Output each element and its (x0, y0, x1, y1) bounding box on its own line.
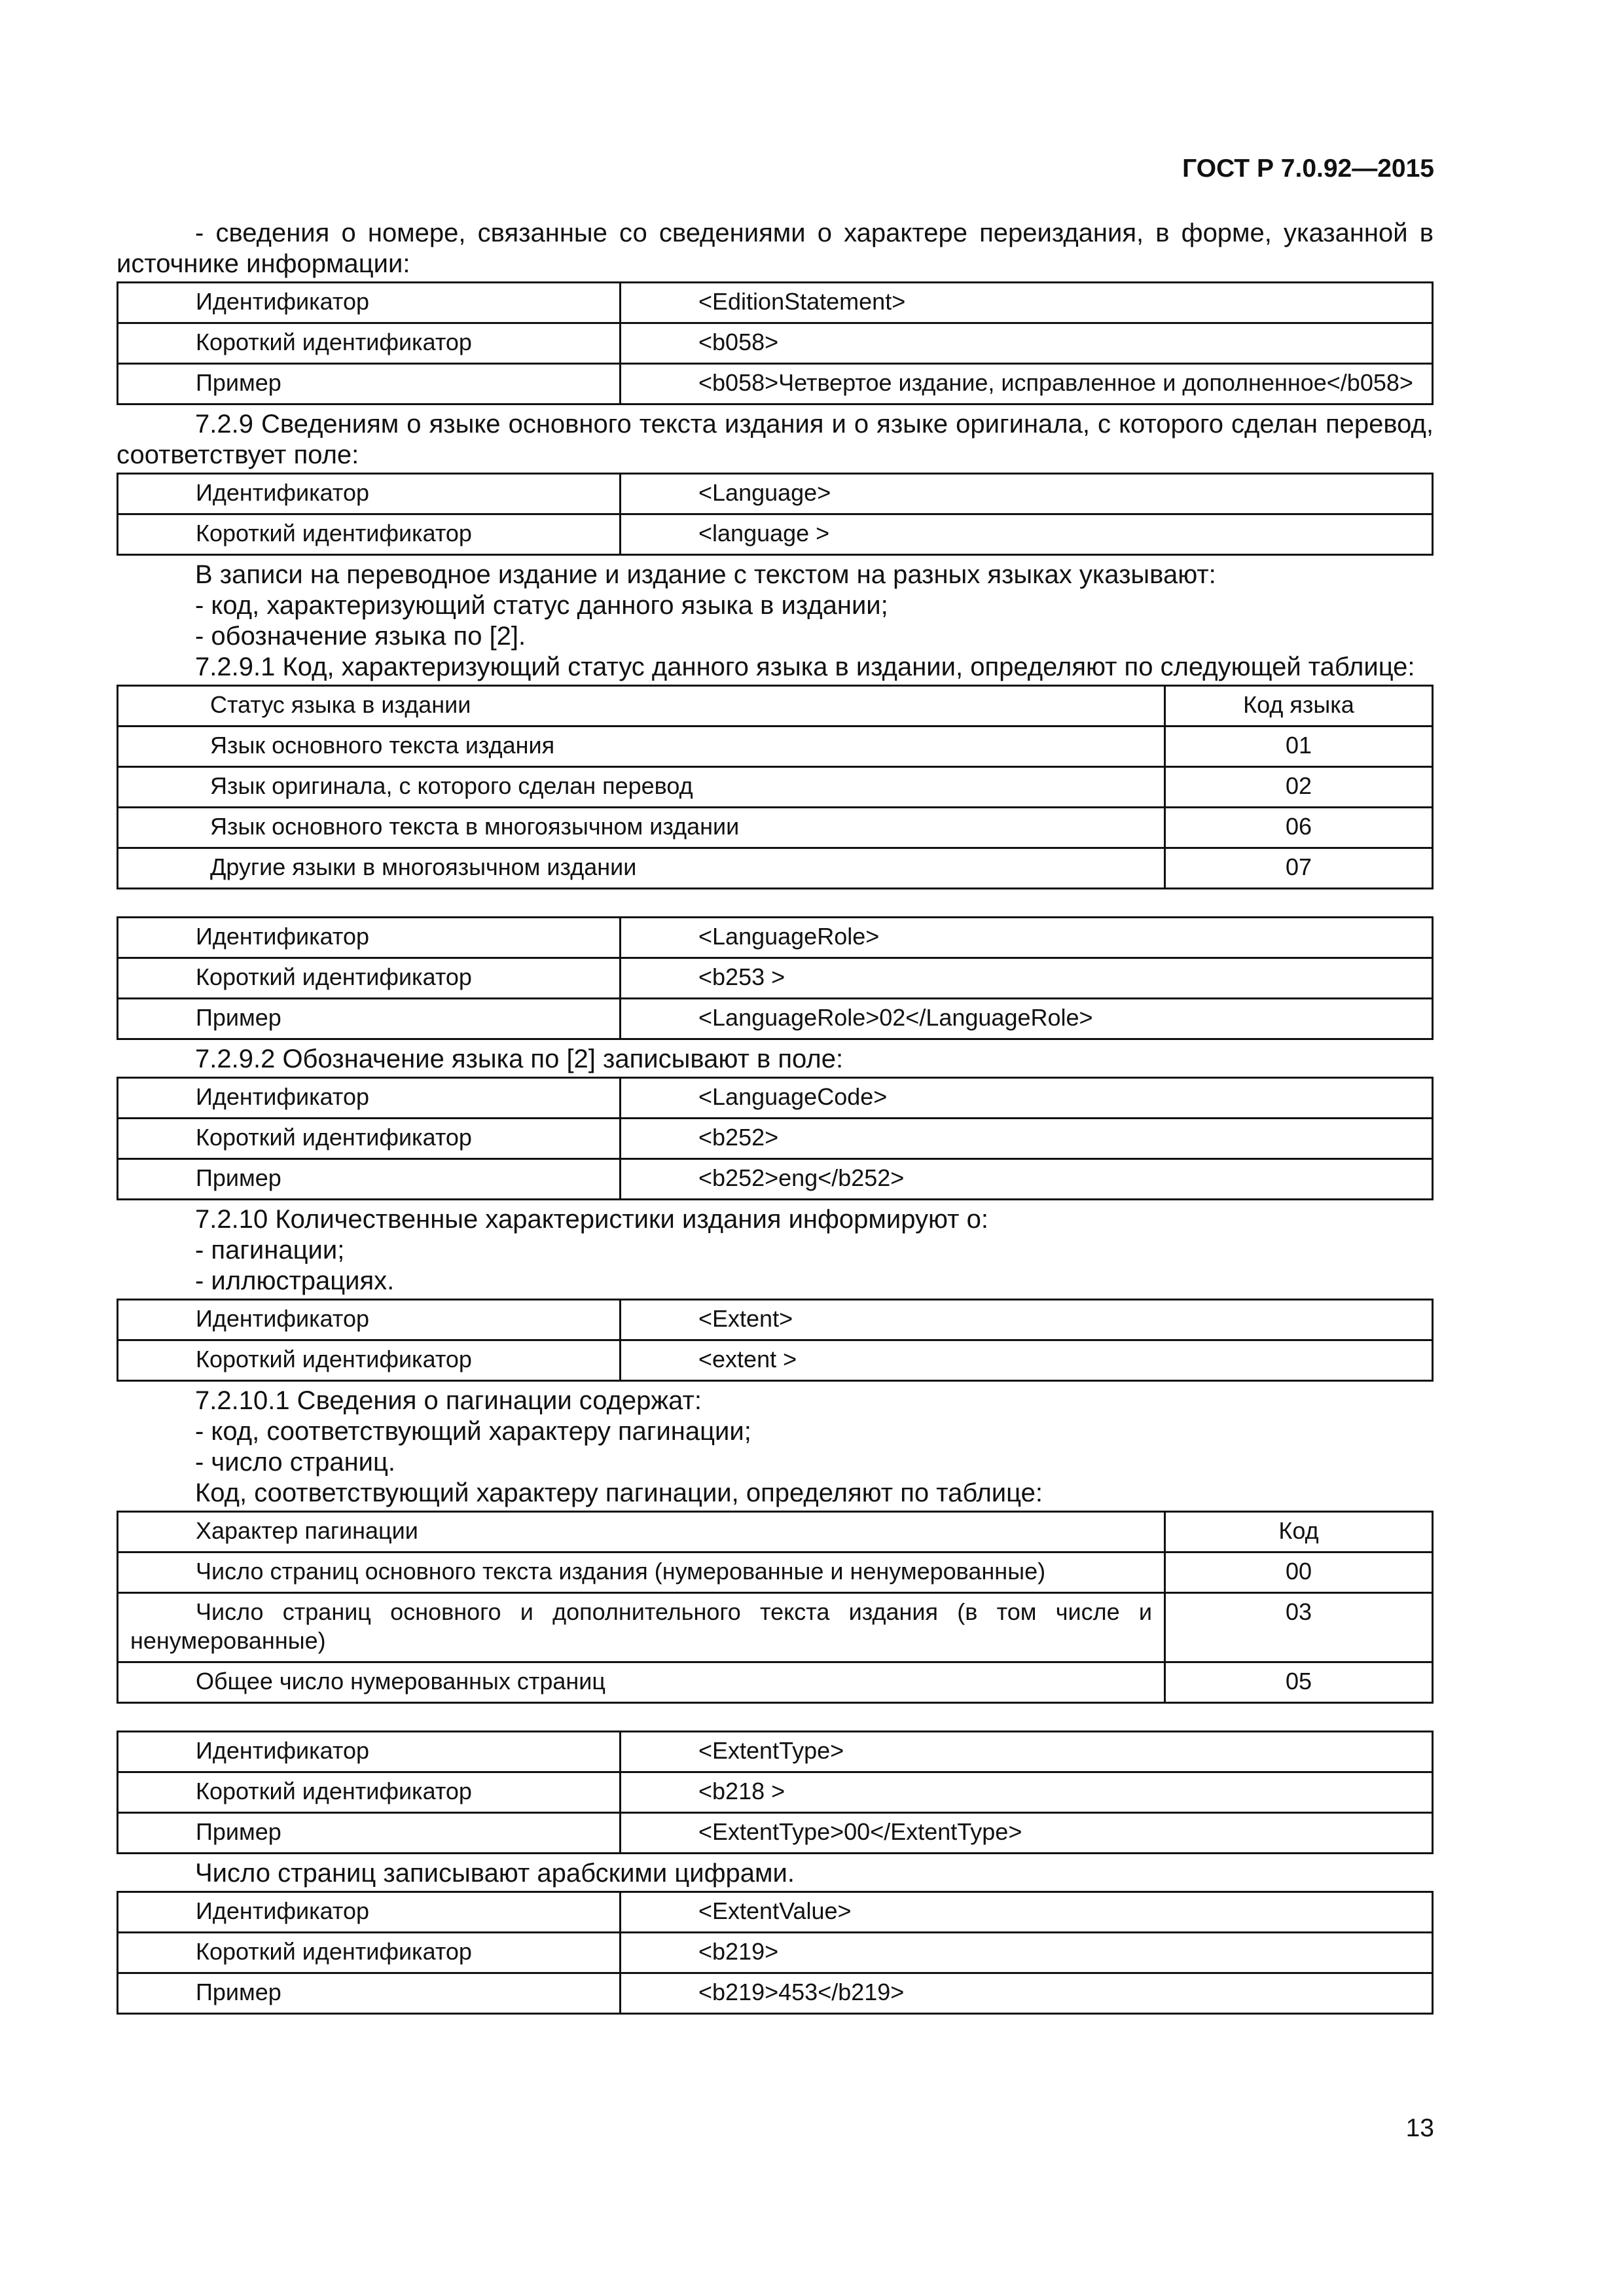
field-value: <LanguageRole>02</LanguageRole> (621, 999, 1433, 1039)
field-value: <LanguageCode> (621, 1078, 1433, 1119)
paragraph-7-2-9-2: 7.2.9.2 Обозначение языка по [2] записывают в поле: (195, 1045, 844, 1073)
table-row (118, 1078, 1433, 1119)
pagination-code: 03 (1165, 1593, 1433, 1662)
table-pagination (117, 1511, 1434, 1704)
field-value: <b219> (621, 1933, 1433, 1973)
language-code: 01 (1165, 726, 1433, 767)
field-value: <LanguageRole> (621, 918, 1433, 958)
field-key: Короткий идентификатор (118, 958, 621, 999)
field-value: <extent > (621, 1340, 1433, 1381)
pagination-code: 00 (1165, 1552, 1433, 1593)
table-row (118, 918, 1433, 958)
table-header-row (118, 1512, 1433, 1552)
field-key: Пример (118, 1813, 621, 1854)
field-value: <b218 > (621, 1772, 1433, 1813)
column-header: Код языка (1165, 686, 1433, 726)
table-row (118, 1772, 1433, 1813)
language-code: 02 (1165, 767, 1433, 808)
field-key: Идентификатор (118, 1892, 621, 1933)
table-edition-statement (117, 281, 1434, 405)
field-value: <b058>Четвертое издание, исправленное и дополненное</b058> (621, 364, 1433, 404)
standard-code-header: ГОСТ Р 7.0.92—2015 (1182, 154, 1434, 183)
paragraph-7-2-10: 7.2.10 Количественные характеристики издания информируют о: (195, 1205, 988, 1234)
field-value: <EditionStatement> (621, 283, 1433, 323)
table-extent (117, 1299, 1434, 1382)
field-key: Идентификатор (118, 1078, 621, 1119)
table-row (118, 1892, 1433, 1933)
table-row (118, 283, 1433, 323)
pagination-type: Число страниц основного и дополнительного текста издания (в том числе и ненумерованные) (118, 1593, 1165, 1662)
table-row (118, 1813, 1433, 1854)
field-value: <b252> (621, 1119, 1433, 1159)
field-key: Пример (118, 999, 621, 1039)
table-row (118, 474, 1433, 514)
table-row (118, 1973, 1433, 2014)
field-key: Пример (118, 1159, 621, 1200)
table-language (117, 473, 1434, 556)
field-key: Идентификатор (118, 918, 621, 958)
page-content (117, 218, 1434, 2015)
paragraph-arabic-numerals: Число страниц записывают арабскими цифрами. (195, 1859, 795, 1888)
column-header: Статус языка в издании (118, 686, 1165, 726)
paragraph-7-2-9: 7.2.9 Сведениям о языке основного текста издания и о языке оригинала, с которого сделан перевод, соответствует поле: (117, 410, 1434, 469)
spacer (117, 889, 1434, 914)
field-key: Короткий идентификатор (118, 1119, 621, 1159)
field-value: <ExtentValue> (621, 1892, 1433, 1933)
pagination-type: Общее число нумерованных страниц (118, 1662, 1165, 1703)
page-number: 13 (1405, 2114, 1434, 2142)
paragraph-list-item: - пагинации; (195, 1236, 345, 1265)
table-row (118, 514, 1433, 555)
field-key: Пример (118, 364, 621, 404)
table-row (118, 848, 1433, 889)
table-row (118, 958, 1433, 999)
spacer (117, 1704, 1434, 1729)
field-key: Короткий идентификатор (118, 514, 621, 555)
table-row (118, 1732, 1433, 1772)
language-status: Язык основного текста в многоязычном издании (118, 808, 1165, 848)
field-value: <b058> (621, 323, 1433, 364)
table-header-row (118, 686, 1433, 726)
field-value: <Language> (621, 474, 1433, 514)
table-row (118, 726, 1433, 767)
language-status: Язык оригинала, с которого сделан перевод (118, 767, 1165, 808)
paragraph-lang-intro: В записи на переводное издание и издание с текстом на разных языках указывают: (195, 560, 1216, 589)
pagination-code: 05 (1165, 1662, 1433, 1703)
table-row (118, 323, 1433, 364)
field-key: Идентификатор (118, 283, 621, 323)
table-extent-type (117, 1731, 1434, 1854)
table-row (118, 1300, 1433, 1340)
paragraph-list-item: - код, соответствующий характеру пагинации; (195, 1417, 751, 1446)
table-row (118, 999, 1433, 1039)
field-key: Идентификатор (118, 1732, 621, 1772)
language-code: 07 (1165, 848, 1433, 889)
table-row (118, 1159, 1433, 1200)
table-row (118, 808, 1433, 848)
field-value: <language > (621, 514, 1433, 555)
field-key: Короткий идентификатор (118, 323, 621, 364)
field-key: Короткий идентификатор (118, 1933, 621, 1973)
paragraph-pagination-table-intro: Код, соответствующий характеру пагинации, определяют по таблице: (195, 1479, 1043, 1507)
table-row (118, 1593, 1433, 1662)
table-language-role (117, 916, 1434, 1040)
table-extent-value (117, 1891, 1434, 2015)
field-key: Идентификатор (118, 1300, 621, 1340)
table-row (118, 1340, 1433, 1381)
table-row (118, 364, 1433, 404)
paragraph-edition-number: - сведения о номере, связанные со сведениями о характере переиздания, в форме, указанной в источнике информации: (117, 219, 1434, 278)
paragraph-7-2-9-1: 7.2.9.1 Код, характеризующий статус данного языка в издании, определяют по следующей таблице: (195, 653, 1415, 681)
table-row (118, 1119, 1433, 1159)
table-row (118, 1552, 1433, 1593)
field-value: <ExtentType> (621, 1732, 1433, 1772)
language-status: Другие языки в многоязычном издании (118, 848, 1165, 889)
field-key: Короткий идентификатор (118, 1772, 621, 1813)
field-value: <b252>eng</b252> (621, 1159, 1433, 1200)
table-row (118, 1933, 1433, 1973)
table-row (118, 767, 1433, 808)
column-header: Характер пагинации (118, 1512, 1165, 1552)
paragraph-list-item: - число страниц. (195, 1448, 396, 1477)
column-header: Код (1165, 1512, 1433, 1552)
paragraph-list-item: - иллюстрациях. (195, 1266, 395, 1295)
field-value: <b219>453</b219> (621, 1973, 1433, 2014)
field-value: <ExtentType>00</ExtentType> (621, 1813, 1433, 1854)
language-code: 06 (1165, 808, 1433, 848)
paragraph-lang-item: - код, характеризующий статус данного языка в издании; (195, 591, 888, 620)
paragraph-7-2-10-1: 7.2.10.1 Сведения о пагинации содержат: (195, 1386, 702, 1415)
field-key: Пример (118, 1973, 621, 2014)
language-status: Язык основного текста издания (118, 726, 1165, 767)
field-value: <b253 > (621, 958, 1433, 999)
table-language-status (117, 685, 1434, 889)
field-key: Идентификатор (118, 474, 621, 514)
table-row (118, 1662, 1433, 1703)
field-key: Короткий идентификатор (118, 1340, 621, 1381)
field-value: <Extent> (621, 1300, 1433, 1340)
table-language-code (117, 1077, 1434, 1200)
paragraph-lang-item: - обозначение языка по [2]. (195, 622, 526, 651)
pagination-type: Число страниц основного текста издания (нумерованные и ненумерованные) (118, 1552, 1165, 1593)
